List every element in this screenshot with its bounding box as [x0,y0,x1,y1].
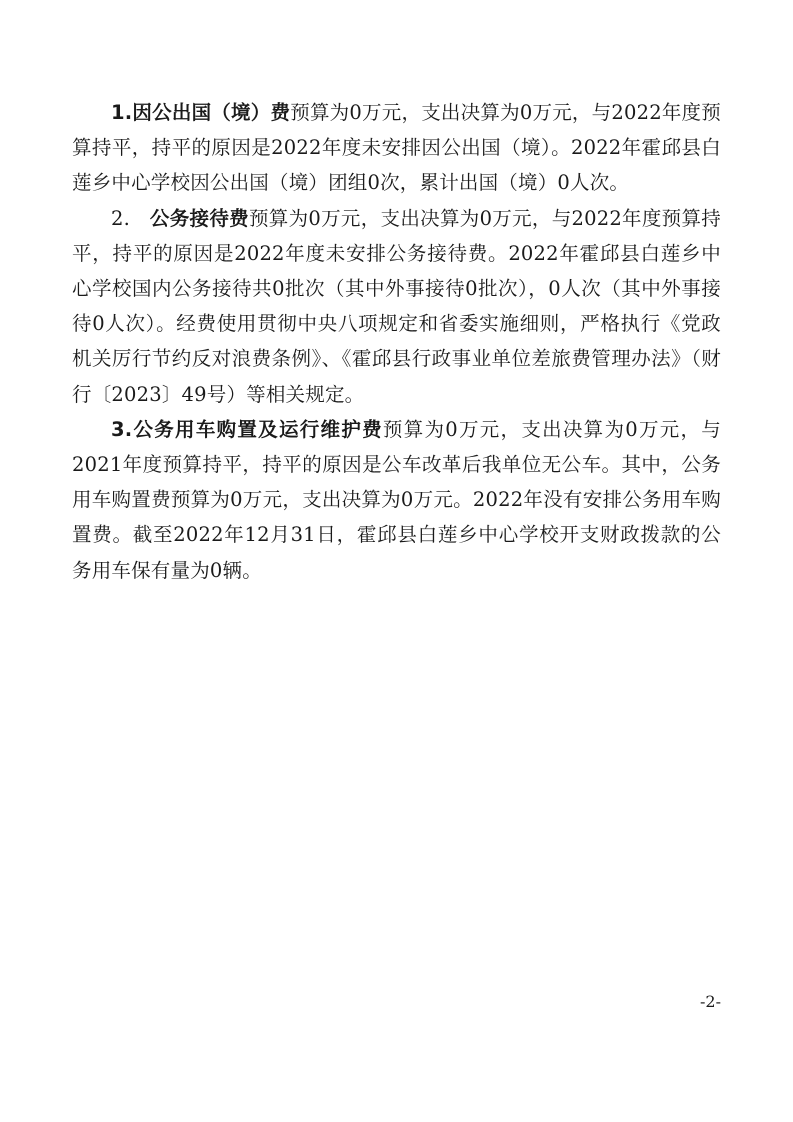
paragraph-official-vehicles [72,412,721,588]
paragraph-overseas-travel [72,95,721,201]
paragraph-official-reception [72,201,721,412]
prefix-official-reception: 2. [111,206,150,230]
heading-overseas-travel: 1.因公出国（境）费 [111,101,291,124]
heading-official-vehicles: 3.公务用车购置及运行维护费 [111,417,383,441]
text-overseas-travel: 预算为0万元，支出决算为0万元，与2022年度预算持平，持平的原因是2022年度未安排因公出国（境）。2022年霍邱县白莲乡中心学校因公出国（境）团组0次，累计出国（境）0人次。 [72,101,721,195]
document-body [72,95,721,588]
text-official-reception: 预算为0万元，支出决算为0万元，与2022年度预算持平，持平的原因是2022年度未安排公务接待费。2022年霍邱县白莲乡中心学校国内公务接待共0批次（其中外事接待0批次），0人次（其中外事接待0人次）。经费使用贯彻中央八项规定和省委实施细则，严格执行《党政机关厉行节约反对浪费条例》、《霍邱县行政事业单位差旅费管理办法》（财行〔2023〕49号）等相关规定。 [72,206,721,406]
page-number: -2- [700,992,721,1011]
text-official-vehicles: 预算为0万元，支出决算为0万元，与2021年度预算持平，持平的原因是公车改革后我单位无公车。其中，公务用车购置费预算为0万元，支出决算为0万元。2022年没有安排公务用车购置费。截至2022年12月31日，霍邱县白莲乡中心学校开支财政拨款的公务用车保有量为0辆。 [72,417,721,582]
heading-official-reception: 公务接待费 [149,206,249,230]
